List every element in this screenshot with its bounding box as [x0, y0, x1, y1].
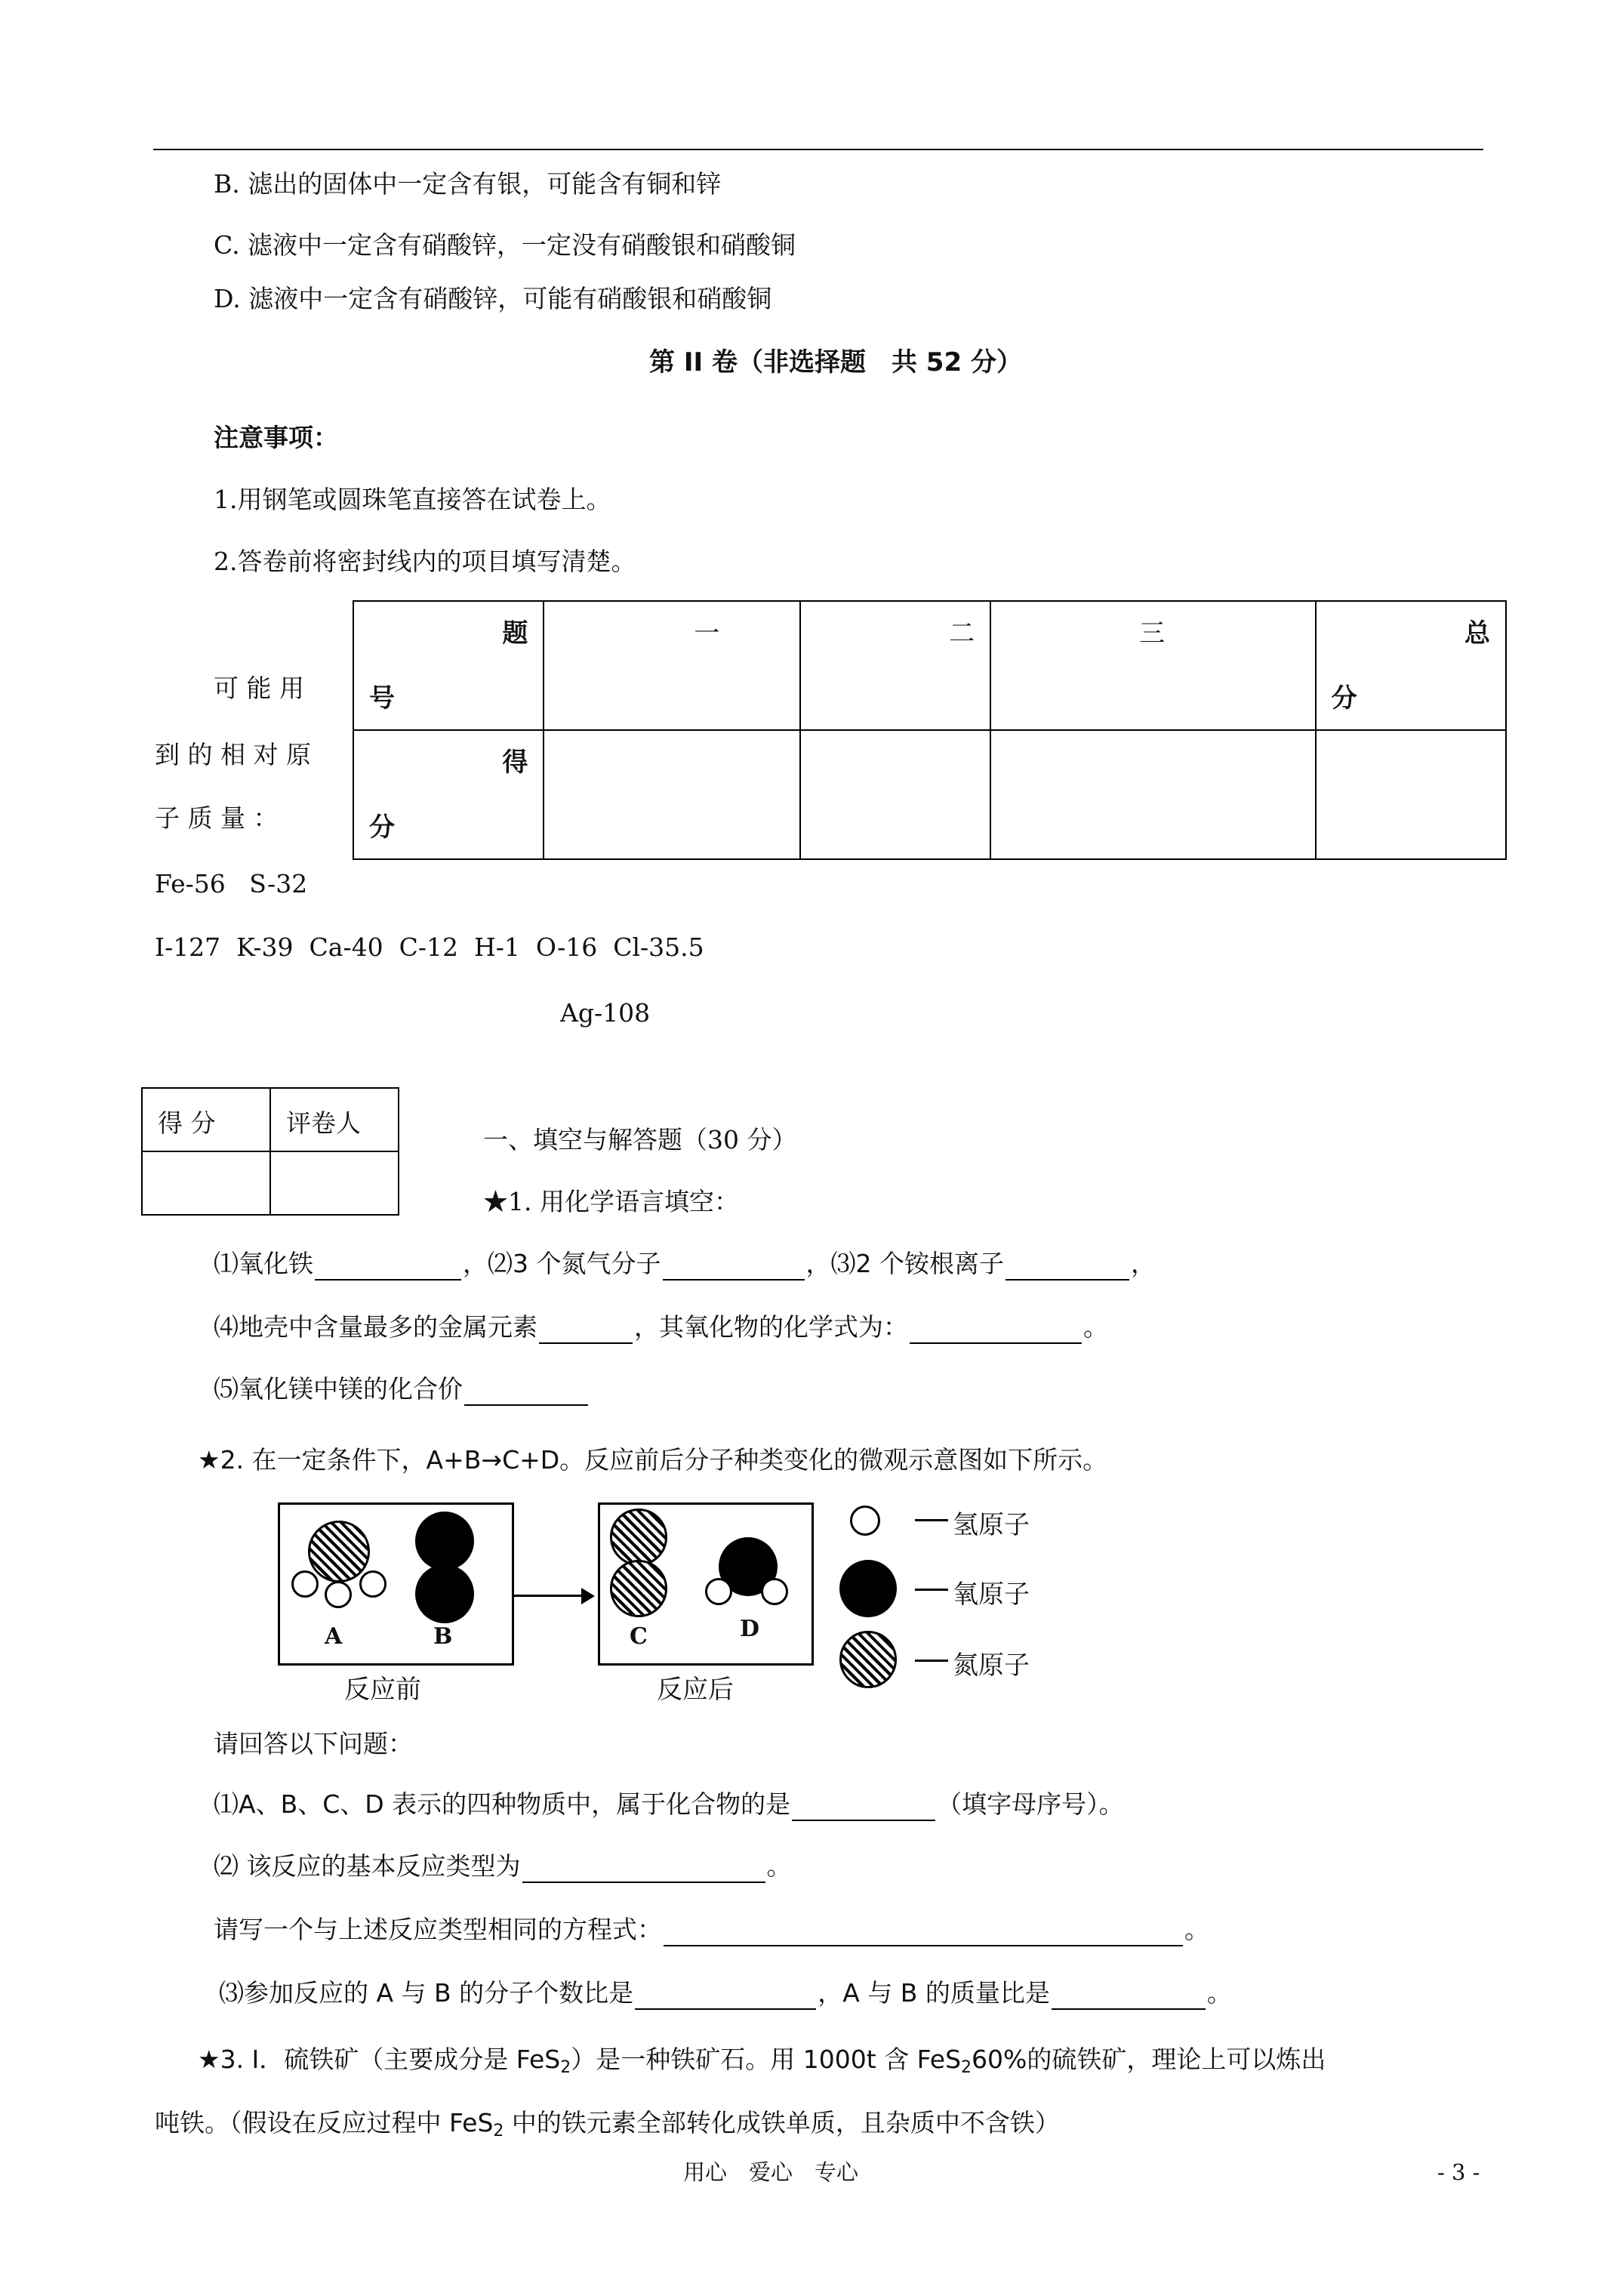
q1-text: 。 [1083, 1312, 1108, 1342]
q3-text: ）是一种铁矿石。用 1000t 含 FeS [571, 2045, 962, 2074]
score-table-col-1 [544, 601, 799, 730]
cell-text: 三 [1139, 618, 1166, 649]
score-cell [1316, 730, 1506, 859]
answer-blank[interactable] [1052, 1983, 1206, 2010]
answer-blank[interactable] [910, 1317, 1082, 1344]
q2-sub-1 [214, 1788, 1124, 1821]
arrow-shaft [513, 1595, 584, 1597]
atomic-mass-line-2: 到 的 相 对 原 [155, 740, 311, 769]
q3-text: ★3. Ⅰ．硫铁矿（主要成分是 FeS [198, 2045, 561, 2074]
q1-text: ⑴氧化铁 [214, 1249, 313, 1278]
q2-title: ★2. 在一定条件下，A+B→C+D。反应前后分子种类变化的微观示意图如下所示。 [198, 1445, 1108, 1475]
hydrogen-atom-icon [359, 1570, 387, 1598]
cell-text: 总 [1464, 618, 1490, 649]
label-b: B [433, 1623, 453, 1650]
part1-title: 一、填空与解答题（30 分） [483, 1125, 797, 1154]
answer-blank[interactable] [539, 1317, 633, 1344]
q3-text: 中的铁元素全部转化成铁单质，且杂质中不含铁） [504, 2108, 1060, 2137]
score-table [353, 600, 1507, 860]
q3-line-2 [155, 2106, 1060, 2148]
q3-line-1 [198, 2043, 1326, 2085]
answer-blank[interactable] [464, 1379, 588, 1406]
q2-text: 。 [1206, 1978, 1232, 2008]
grader-name-label [270, 1088, 399, 1151]
footer-slogan: 用心 爱心 专心 [683, 2159, 859, 2185]
q3-subscript: 2 [493, 2122, 504, 2140]
cell-text: 二 [949, 618, 975, 649]
legend-hydrogen: 氢原子 [953, 1510, 1030, 1540]
atomic-mass-line-6: Ag-108 [560, 998, 651, 1028]
q2-text: 。 [1184, 1915, 1209, 1944]
option-d: D. 滤液中一定含有硝酸锌，可能有硝酸银和硝酸铜 [214, 284, 772, 313]
q2-sub-4 [219, 1977, 1232, 2010]
q3-subscript: 2 [560, 2058, 571, 2077]
q2-sub-3 [214, 1913, 1209, 1946]
q2-sub-2 [214, 1850, 792, 1883]
cell-text: 得 [502, 747, 528, 778]
cell-text: 分 [369, 812, 395, 843]
q1-line-2 [214, 1311, 1108, 1344]
q1-text: ⑸氧化镁中镁的化合价 [214, 1374, 463, 1404]
section-title: 第 II 卷（非选择题 共 52 分） [649, 347, 1022, 378]
caption-after: 反应后 [657, 1675, 734, 1705]
legend-line [915, 1519, 948, 1521]
score-table-col-3 [990, 601, 1316, 730]
cell-text: 分 [1331, 683, 1357, 713]
q2-text: 。 [766, 1851, 792, 1881]
cell-text: 号 [369, 683, 395, 713]
q2-prompt: 请回答以下问题： [214, 1729, 413, 1758]
answer-blank[interactable] [664, 1919, 1183, 1946]
legend-oxygen: 氧原子 [953, 1579, 1030, 1610]
caption-before: 反应前 [344, 1675, 421, 1705]
notes-item-1: 1.用钢笔或圆珠笔直接答在试卷上。 [214, 485, 611, 514]
nitrogen-atom-icon [610, 1560, 667, 1617]
nitrogen-atom-icon [839, 1631, 897, 1688]
grader-score-cell [142, 1151, 270, 1215]
answer-blank[interactable] [522, 1856, 765, 1883]
answer-blank[interactable] [315, 1253, 461, 1281]
score-cell [800, 730, 990, 859]
cell-text: 评卷人 [286, 1108, 361, 1138]
answer-blank[interactable] [635, 1983, 816, 2010]
score-cell [990, 730, 1316, 859]
q1-text: ，其氧化物的化学式为： [634, 1312, 908, 1342]
q1-line-3 [214, 1373, 590, 1406]
hydrogen-atom-icon [325, 1581, 352, 1608]
q2-text: （填字母序号）。 [937, 1789, 1124, 1819]
grader-name-cell [270, 1151, 399, 1215]
cell-text: 得 分 [158, 1108, 216, 1138]
atomic-mass-line-5: I-127 K-39 Ca-40 C-12 H-1 O-16 Cl-35.5 [155, 932, 704, 962]
q1-text: ，⑶2 个铵根离子 [805, 1249, 1004, 1278]
page-number: - 3 - [1437, 2159, 1480, 2185]
atomic-mass-line-3: 子 质 量 ： [155, 803, 279, 833]
grader-table [141, 1087, 399, 1216]
legend-nitrogen: 氮原子 [953, 1650, 1030, 1681]
label-a: A [325, 1623, 343, 1650]
q2-text: ⑴A、B、C、D 表示的四种物质中，属于化合物的是 [214, 1789, 791, 1819]
answer-blank[interactable] [1006, 1253, 1129, 1281]
hydrogen-atom-icon [761, 1578, 788, 1605]
q3-subscript: 2 [961, 2058, 972, 2077]
legend-line [915, 1589, 948, 1591]
score-table-col-2 [800, 601, 990, 730]
label-c: C [630, 1623, 648, 1650]
grader-score-label [142, 1088, 270, 1151]
oxygen-atom-icon [839, 1560, 897, 1617]
oxygen-atom-icon [415, 1512, 474, 1570]
q1-line-1 [214, 1247, 1156, 1281]
score-cell [544, 730, 799, 859]
nitrogen-atom-icon [610, 1509, 667, 1566]
legend-line [915, 1660, 948, 1662]
hydrogen-atom-icon [850, 1505, 880, 1536]
notes-item-2: 2.答卷前将密封线内的项目填写清楚。 [214, 547, 636, 576]
hydrogen-atom-icon [705, 1578, 732, 1605]
q2-text: ，A 与 B 的质量比是 [818, 1978, 1050, 2008]
q1-title: ★1. 用化学语言填空： [483, 1187, 739, 1216]
q2-text: ⑵ 该反应的基本反应类型为 [214, 1851, 521, 1881]
q3-text: 60%的硫铁矿，理论上可以炼出 [972, 2045, 1326, 2074]
option-b: B. 滤出的固体中一定含有银，可能含有铜和锌 [214, 169, 722, 199]
hydrogen-atom-icon [291, 1570, 319, 1598]
q3-text: 吨铁。（假设在反应过程中 FeS [155, 2108, 494, 2137]
cell-text: 一 [694, 618, 720, 649]
header-rule [153, 149, 1483, 150]
score-table-row-label [353, 730, 544, 859]
arrow-head-icon [581, 1588, 595, 1604]
atomic-mass-line-1: 可 能 用 [214, 673, 304, 703]
answer-blank[interactable] [792, 1794, 935, 1821]
label-d: D [740, 1616, 760, 1642]
q1-text: ，⑵3 个氮气分子 [463, 1249, 661, 1278]
score-table-header-cell [353, 601, 544, 730]
q1-text: ⑷地壳中含量最多的金属元素 [214, 1312, 537, 1342]
option-c: C. 滤液中一定含有硝酸锌，一定没有硝酸银和硝酸铜 [214, 230, 796, 260]
q1-text: ， [1131, 1249, 1156, 1278]
atomic-mass-line-4: Fe-56 S-32 [155, 869, 308, 898]
cell-text: 题 [502, 618, 528, 649]
notes-heading: 注意事项： [214, 423, 338, 452]
nitrogen-atom-icon [308, 1521, 370, 1583]
q2-text: 请写一个与上述反应类型相同的方程式： [214, 1915, 662, 1944]
answer-blank[interactable] [663, 1253, 805, 1281]
oxygen-atom-icon [415, 1564, 474, 1623]
q2-text: ⑶参加反应的 A 与 B 的分子个数比是 [219, 1978, 634, 2008]
score-table-col-total [1316, 601, 1506, 730]
